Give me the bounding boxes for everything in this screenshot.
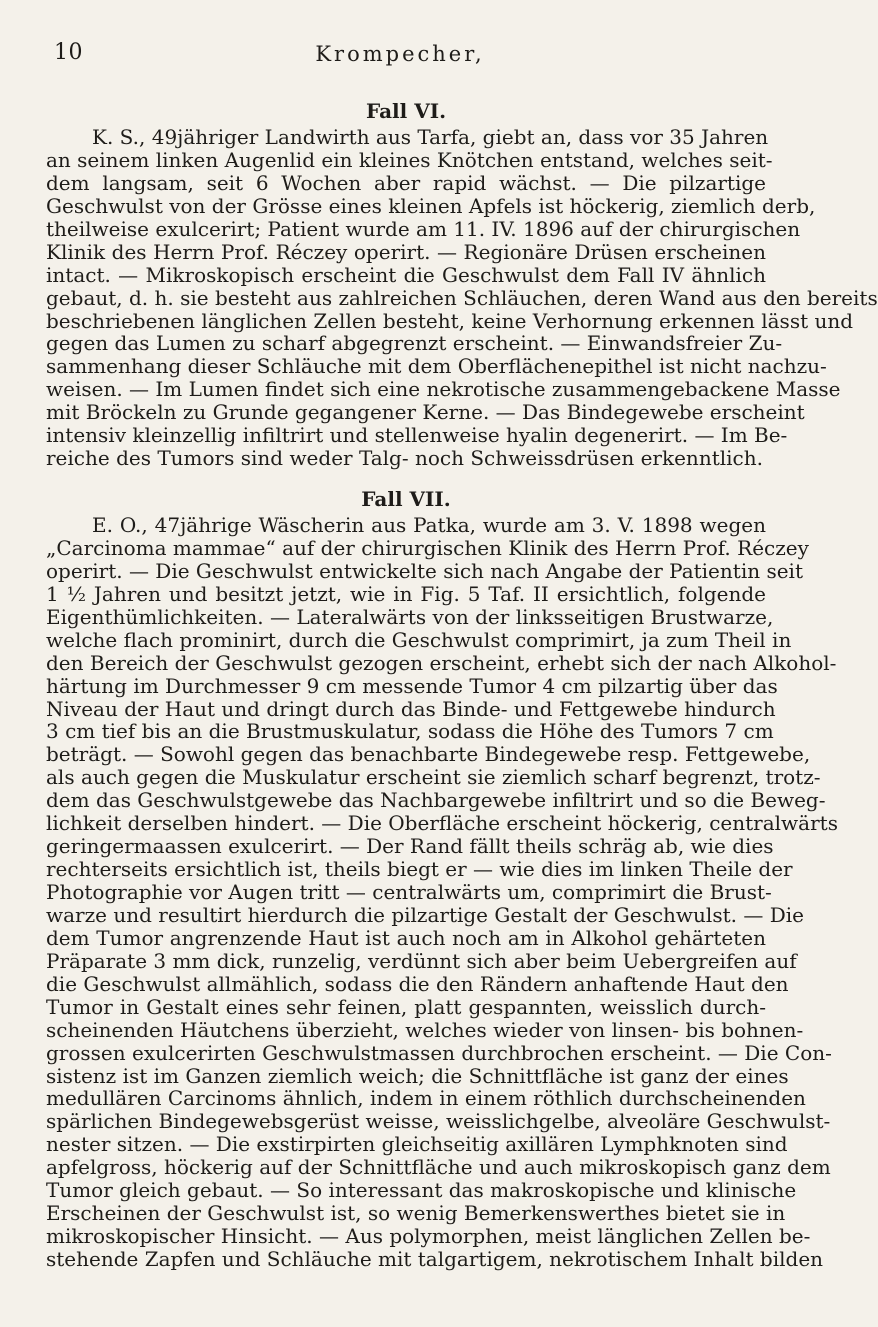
- text-line: rechterseits ersichtlich ist, theils biegt er — wie dies im linken Theile der: [46, 857, 793, 882]
- text-line: reiche des Tumors sind weder Talg- noch Schweissdrüsen erkenntlich.: [46, 446, 763, 471]
- text-line: die Geschwulst allmählich, sodass die den Rändern anhaftende Haut den: [46, 971, 789, 996]
- text-line: geringermaassen exulcerirt. — Der Rand fällt theils schräg ab, wie dies: [46, 834, 774, 859]
- text-line: stehende Zapfen und Schläuche mit talgartigem, nekrotischem Inhalt bilden: [46, 1247, 824, 1271]
- text-line: K. S., 49jähriger Landwirth aus Tarfa, giebt an, dass vor 35 Jahren: [92, 125, 769, 149]
- text-line: scheinenden Häutchens überzieht, welches wieder von linsen- bis bohnen-: [46, 1017, 804, 1042]
- text-line: 3 cm tief bis an die Brustmuskulatur, sodass die Höhe des Tumors 7 cm: [46, 719, 774, 744]
- text-line: gegen das Lumen zu scharf abgegrenzt erscheint. — Einwandsfreier Zu-: [46, 331, 783, 356]
- text-line: härtung im Durchmesser 9 cm messende Tumor 4 cm pilzartig über das: [46, 673, 778, 698]
- text-line: spärlichen Bindegewebsgerüst weisse, weisslichgelbe, alveoläre Geschwulst-: [46, 1109, 831, 1134]
- text-line: medullären Carcinoms ähnlich, indem in einem röthlich durchscheinenden: [46, 1086, 806, 1111]
- text-line: mikroskopischer Hinsicht. — Aus polymorphen, meist länglichen Zellen be-: [46, 1224, 811, 1249]
- text-line: Tumor gleich gebaut. — So interessant das makroskopische und klinische: [46, 1178, 797, 1203]
- text-line: den Bereich der Geschwulst gezogen erscheint, erhebt sich der nach Alkohol-: [46, 650, 837, 675]
- text-line: lichkeit derselben hindert. — Die Oberfläche erscheint höckerig, centralwärts: [46, 811, 838, 836]
- text-line: intensiv kleinzellig infiltrirt und stellenweise hyalin degenerirt. — Im Be-: [46, 423, 788, 448]
- text-line: warze und resultirt hierdurch die pilzartige Gestalt der Geschwulst. — Die: [46, 902, 804, 927]
- text-line: an seinem linken Augenlid ein kleines Knötchen entstand, welches seit-: [46, 147, 773, 172]
- text-line: dem langsam, seit 6 Wochen aber rapid wächst. — Die pilzartige: [46, 170, 766, 195]
- text-line: E. O., 47jährige Wäscherin aus Patka, wurde am 3. V. 1898 wegen: [92, 513, 766, 537]
- text-line: dem Tumor angrenzende Haut ist auch noch am in Alkohol gehärteten: [46, 925, 766, 950]
- text-line: „Carcinoma mammae“ auf der chirurgischen Klinik des Herrn Prof. Réczey: [46, 535, 809, 560]
- text-line: dem das Geschwulstgewebe das Nachbargewebe infiltrirt und so die Beweg-: [46, 788, 826, 813]
- text-line: welche flach prominirt, durch die Geschwulst comprimirt, ja zum Theil in: [46, 627, 792, 652]
- text-line: operirt. — Die Geschwulst entwickelte sich nach Angabe der Patientin seit: [46, 558, 803, 583]
- text-line: beträgt. — Sowohl gegen das benachbarte Bindegewebe resp. Fettgewebe,: [46, 742, 811, 767]
- paragraph: [46, 125, 878, 471]
- section-heading: Fall VI.: [365, 99, 447, 123]
- running-head: Krompecher,: [315, 42, 485, 66]
- section-heading: Fall VII.: [361, 487, 451, 511]
- text-line: gebaut, d. h. sie besteht aus zahlreichen Schläuchen, deren Wand aus den bereits: [46, 285, 878, 310]
- text-line: Präparate 3 mm dick, runzelig, verdünnt sich aber beim Uebergreifen auf: [46, 948, 797, 973]
- text-line: Niveau der Haut und dringt durch das Binde- und Fettgewebe hindurch: [46, 696, 776, 721]
- paragraph: [46, 513, 838, 1271]
- text-line: theilweise exulcerirt; Patient wurde am 11. IV. 1896 auf der chirurgischen: [46, 216, 801, 241]
- text-line: 1 ½ Jahren und besitzt jetzt, wie in Fig. 5 Taf. II ersichtlich, folgende: [46, 581, 766, 606]
- text-line: Eigenthümlichkeiten. — Lateralwärts von der linksseitigen Brustwarze,: [46, 604, 774, 629]
- text-line: mit Bröckeln zu Grunde gegangener Kerne. — Das Bindegewebe erscheint: [46, 400, 805, 425]
- text-line: beschriebenen länglichen Zellen besteht, keine Verhornung erkennen lässt und: [46, 308, 854, 333]
- text-line: weisen. — Im Lumen findet sich eine nekrotische zusammengebackene Masse: [46, 377, 841, 402]
- section-fall-vii: [46, 484, 838, 1271]
- text-line: sammenhang dieser Schläuche mit dem Oberflächenepithel ist nicht nachzu-: [46, 354, 827, 379]
- text-line: als auch gegen die Muskulatur erscheint sie ziemlich scharf begrenzt, trotz-: [46, 765, 821, 790]
- page-header: [0, 40, 800, 74]
- text-line: Tumor in Gestalt eines sehr feinen, platt gespannten, weisslich durch-: [46, 994, 766, 1019]
- page-number: 10: [54, 40, 83, 65]
- text-line: apfelgross, höckerig auf der Schnittfläche und auch mikroskopisch ganz dem: [46, 1155, 831, 1180]
- text-line: Klinik des Herrn Prof. Réczey operirt. — Regionäre Drüsen erscheinen: [46, 239, 766, 264]
- text-line: Geschwulst von der Grösse eines kleinen Apfels ist höckerig, ziemlich derb,: [46, 193, 816, 218]
- text-line: sistenz ist im Ganzen ziemlich weich; die Schnittfläche ist ganz der eines: [46, 1063, 789, 1088]
- text-line: grossen exulcerirten Geschwulstmassen durchbrochen erscheint. — Die Con-: [46, 1040, 832, 1065]
- text-line: nester sitzen. — Die exstirpirten gleichseitig axillären Lymphknoten sind: [46, 1132, 788, 1157]
- text-line: intact. — Mikroskopisch erscheint die Geschwulst dem Fall IV ähnlich: [46, 262, 766, 287]
- section-fall-vi: [46, 96, 878, 471]
- text-line: Photographie vor Augen tritt — centralwärts um, comprimirt die Brust-: [46, 880, 772, 904]
- text-line: Erscheinen der Geschwulst ist, so wenig Bemerkenswerthes bietet sie in: [46, 1201, 786, 1226]
